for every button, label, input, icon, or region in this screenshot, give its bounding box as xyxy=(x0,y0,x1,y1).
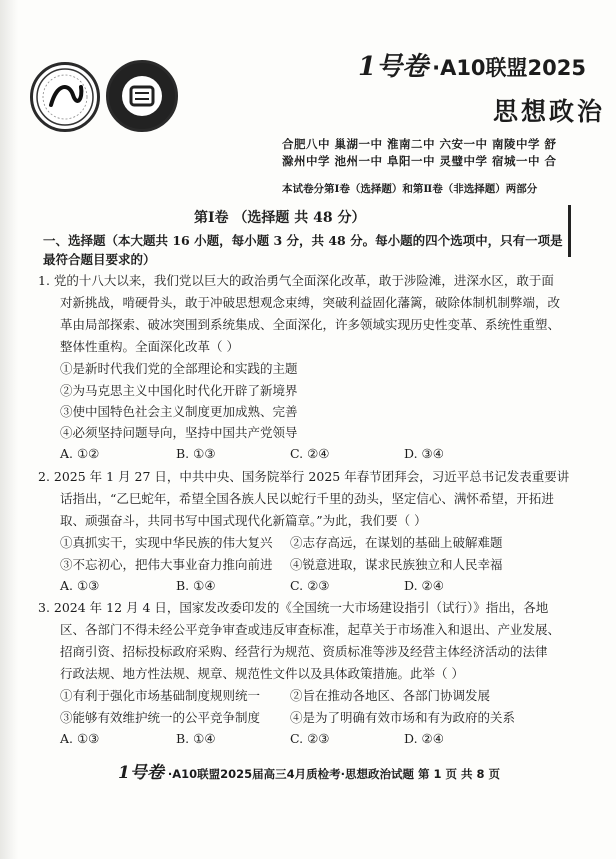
question-line: 招商引资、招标投标政府采购、经营行为规范、资质标准等涉及经营主体经济活动的法律 xyxy=(60,644,548,659)
answer-choice-b: B. ①④ xyxy=(176,731,216,746)
question-line: 整体性重构。全面深化改革（ ） xyxy=(60,339,239,354)
option-item: ④是为了明确有效市场和有为政府的关系 xyxy=(290,710,516,725)
page-footer xyxy=(118,758,500,783)
option-item: ①是新时代我们党的全部理论和实践的主题 xyxy=(60,361,298,376)
subject-title: 思想政治 xyxy=(493,97,606,126)
question-line: 2. 2025 年 1 月 27 日，中共中央、国务院举行 2025 年春节团拜会，习近平总书记发表重要讲 xyxy=(38,469,570,484)
schools-row-1: 合肥八中 巢湖一中 淮南二中 六安一中 南陵中学 舒 xyxy=(282,137,557,151)
option-item: ③使中国特色社会主义制度更加成熟、完善 xyxy=(60,404,298,419)
education-logo xyxy=(106,60,178,132)
answer-choice-c: C. ②④ xyxy=(290,446,330,461)
footer-text: ·A10联盟2025届高三4月质检考·思想政治试题 第 1 页 共 8 页 xyxy=(167,767,501,781)
option-item: ②旨在推动各地区、各部门协调发展 xyxy=(290,688,491,703)
option-item: ②志存高远，在谋划的基础上破解难题 xyxy=(290,535,503,550)
section-title: 第Ⅰ卷 （选择题 共 48 分） xyxy=(194,210,366,226)
option-item: ①有利于强化市场基础制度规则统一 xyxy=(60,688,261,703)
question-line: 话指出，“乙巳蛇年，希望全国各族人民以蛇行千里的劲头，坚定信心、满怀希望，开拓进 xyxy=(60,491,554,506)
question-line: 行政法规、地方性法规、规章、规范性文件以及具体政策措施。此举（ ） xyxy=(60,666,464,681)
question-line: 对新挑战，啃硬骨头，敢于冲破思想观念束缚，突破利益固化藩篱，破除体制机制弊端，改 xyxy=(60,295,561,310)
instruction-line-1: 一、选择题（本大题共 16 小题，每小题 3 分，共 48 分。每小题的四个选项中，只有一项是 xyxy=(43,233,563,248)
answer-choice-b: B. ①③ xyxy=(176,446,216,461)
school-alliance-logo xyxy=(30,62,100,132)
answer-choice-a: A. ①③ xyxy=(60,578,100,593)
paper-note: 本试卷分第Ⅰ卷（选择题）和第Ⅱ卷（非选择题）两部分 xyxy=(282,183,538,195)
answer-choice-d: D. ②④ xyxy=(404,578,444,593)
answer-choice-a: A. ①③ xyxy=(60,731,100,746)
option-item: ③不忘初心，把伟大事业奋力推向前进 xyxy=(60,557,273,572)
option-item: ②为马克思主义中国化时代化开辟了新境界 xyxy=(60,383,298,398)
answer-choice-d: D. ③④ xyxy=(404,446,444,461)
option-item: ④锐意进取，谋求民族独立和人民幸福 xyxy=(290,557,503,572)
schools-row-2: 滁州中学 池州一中 阜阳一中 灵璧中学 宿城一中 合 xyxy=(282,154,557,168)
brand-mark: 1号卷 xyxy=(358,52,429,82)
instruction-line-2: 最符合题目要求的） xyxy=(43,252,156,267)
question-line: 1. 党的十八大以来，我们党以巨大的政治勇气全面深化改革，敢于涉险滩，进深水区，敢于面 xyxy=(38,273,554,288)
question-line: 革由局部探索、破冰突围到系统集成、全面深化，许多领域实现历史性变革、系统性重塑、 xyxy=(60,317,561,332)
margin-bar xyxy=(568,205,571,257)
answer-choice-d: D. ②④ xyxy=(404,731,444,746)
exam-series-title: 1号卷 ·A10联盟2025 xyxy=(358,52,586,82)
footer-brand-mark: 1号卷 xyxy=(118,763,164,783)
question-line: 取、顽强奋斗，共同书写中国式现代化新篇章。”为此，我们要（ ） xyxy=(60,513,427,528)
answer-choice-c: C. ②③ xyxy=(290,578,330,593)
option-item: ④必须坚持问题导向，坚持中国共产党领导 xyxy=(60,425,298,440)
option-item: ①真抓实干，实现中华民族的伟大复兴 xyxy=(60,535,273,550)
answer-choice-a: A. ①② xyxy=(60,446,100,461)
answer-choice-c: C. ②③ xyxy=(290,731,330,746)
question-line: 区、各部门不得未经公平竞争审查或违反审查标准，起草关于市场准入和退出、产业发展、 xyxy=(60,622,561,637)
option-item: ③能够有效维护统一的公平竞争制度 xyxy=(60,710,261,725)
question-line: 3. 2024 年 12 月 4 日，国家发改委印发的《全国统一大市场建设指引（试行）》指出，各地 xyxy=(38,600,549,615)
answer-choice-b: B. ①④ xyxy=(176,578,216,593)
